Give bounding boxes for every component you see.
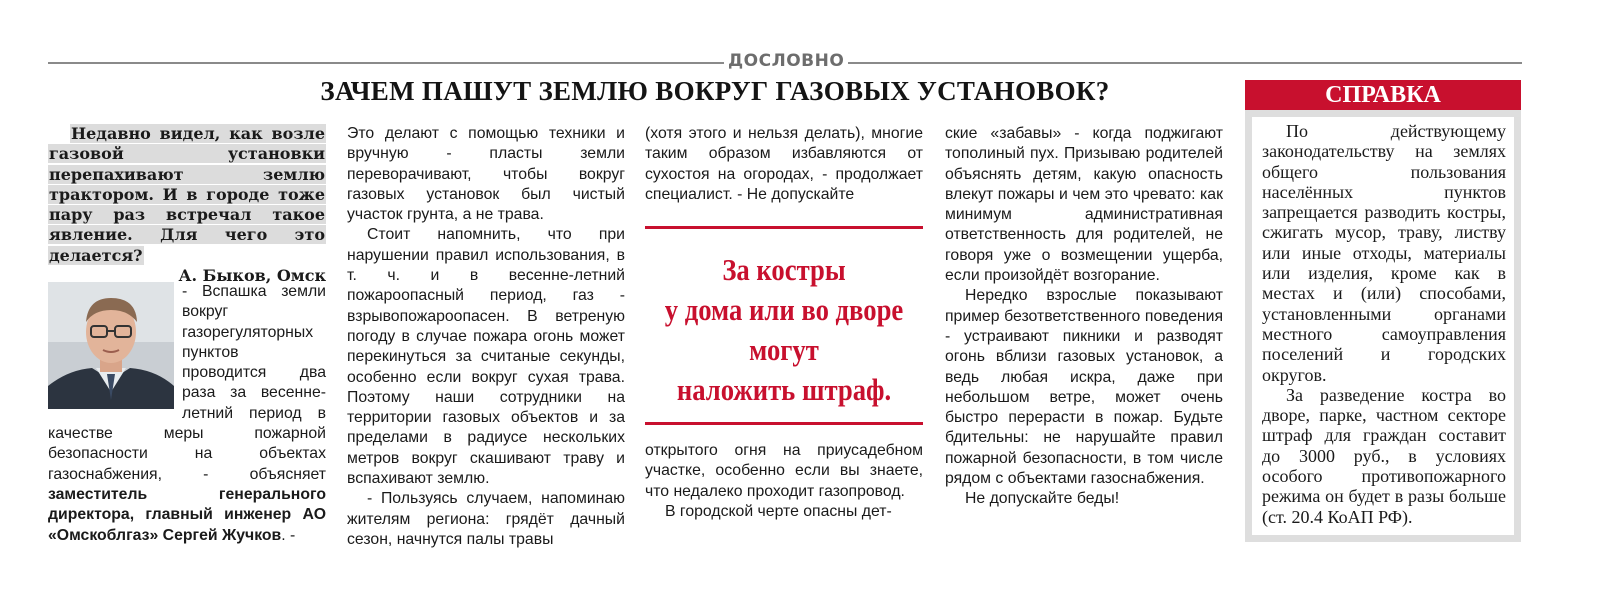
col2-paragraph-3: - Пользуясь случаем, напоминаю жителям региона: грядёт дачный сезон, начнутся палы травы xyxy=(347,490,625,548)
pull-quote-rule-top xyxy=(645,226,923,229)
sidebar-paragraph-2: За разведение костра во дворе, парке, частном секторе штраф для граждан составит до 3000 руб., в условиях особого противопожарного режима он будет в разы больше (ст. 20.4 КоАП РФ). xyxy=(1262,384,1506,527)
article-column-1 xyxy=(48,282,326,546)
sidebar-paragraph-1: По действующему законодательству на землях общего пользования населённых пунктов запрещается разводить костры, сжигать мусор, траву, листву или иные отходы, материалы или изделия, кроме как в местах и (или) способами, установленными органами местного самоуправления поселений и городских округов. xyxy=(1262,121,1506,385)
article-column-3-bottom xyxy=(645,441,923,522)
col4-paragraph-2: Нередко взрослые показывают пример безответственного поведения - устраивают пикники и разводят огонь вблизи газовых установок, а ведь любая искра, даже при небольшом ветре, может очень быстро перерасти в пожар. Будьте бдительны: не нарушайте правил пожарной безопасности, в том числе рядом с объектами газоснабжения. xyxy=(945,287,1223,488)
answer-lead: - Вспашка земли вокруг газорегуляторных пунктов проводится два раза за весенне-летний период в качестве меры пожарной безопасности на объектах газоснабжения, - объясняет xyxy=(48,283,326,483)
pull-quote-line-3: могут xyxy=(749,332,819,367)
rubric-rule-right xyxy=(848,62,1522,64)
reader-question xyxy=(48,124,326,286)
col3-paragraph-2: В городской черте опасны дет- xyxy=(665,502,892,520)
rubric-label: ДОСЛОВНО xyxy=(728,51,845,71)
pull-quote-line-2: у дома или во дворе xyxy=(664,292,904,327)
pull-quote xyxy=(664,250,903,410)
col3-paragraph-1: открытого огня на приусадебном участке, особенно если вы знаете, что недалеко проходит газопровод. xyxy=(645,442,923,500)
pull-quote-line-1: За костры xyxy=(722,252,846,287)
col4-paragraph-1: ские «забавы» - когда поджигают тополиный пух. Призываю родителей объяснять детям, какую опасность влекут пожары и чем это чревато: как минимум административная ответственность для родителей, не говоря уже о возмещении ущерба, если произойдёт возгорание. xyxy=(945,125,1223,285)
article-column-3-top xyxy=(645,124,923,205)
col2-paragraph-1: Это делают с помощью техники и вручную - пласты земли переворачивают, чтобы вокруг газовых установок был чистый участок грунта, а не трава. xyxy=(347,125,625,224)
article-column-4 xyxy=(945,124,1223,510)
question-text: Недавно видел, как возле газовой установки перепахивают землю трактором. И в городе тоже пару раз встречал такое явление. Для чего это делается? xyxy=(49,124,325,265)
sidebar-text xyxy=(1262,121,1506,527)
article-column-2 xyxy=(347,124,625,550)
question-author: А. Быков, Омск xyxy=(178,266,326,286)
answer-lead-tail: . - xyxy=(281,526,296,544)
col3-paragraph-top: (хотя этого и нельзя делать), многие таким образом избавляются от сухостоя на огородах, - продолжает специалист. - Не допускайте xyxy=(645,125,923,203)
col2-paragraph-2: Стоит напомнить, что при нарушении правил использования, в т. ч. и в весенне-летний пожароопасный период, газ - взрывопожароопасен. В ветреную погоду в случае пожара огонь может перекинуться за считаные секунды, особенно если вокруг сухая трава. Поэтому наши сотрудники на территории газовых объектов и за пределами в радиусе нескольких метров вокруг скашивают траву и вспахивают землю. xyxy=(347,226,625,488)
sidebar-title: СПРАВКА xyxy=(1245,80,1521,110)
pull-quote-line-4: наложить штраф. xyxy=(676,372,892,407)
expert-credit: заместитель генерального директора, главный инженер АО «Омскоблгаз» Сергей Жучков xyxy=(48,485,326,544)
col4-paragraph-3: Не допускайте беды! xyxy=(965,490,1120,508)
headline: ЗАЧЕМ ПАШУТ ЗЕМЛЮ ВОКРУГ ГАЗОВЫХ УСТАНОВОК? xyxy=(320,76,1110,106)
pull-quote-rule-bottom xyxy=(645,422,923,425)
rubric-rule-left xyxy=(48,62,724,64)
